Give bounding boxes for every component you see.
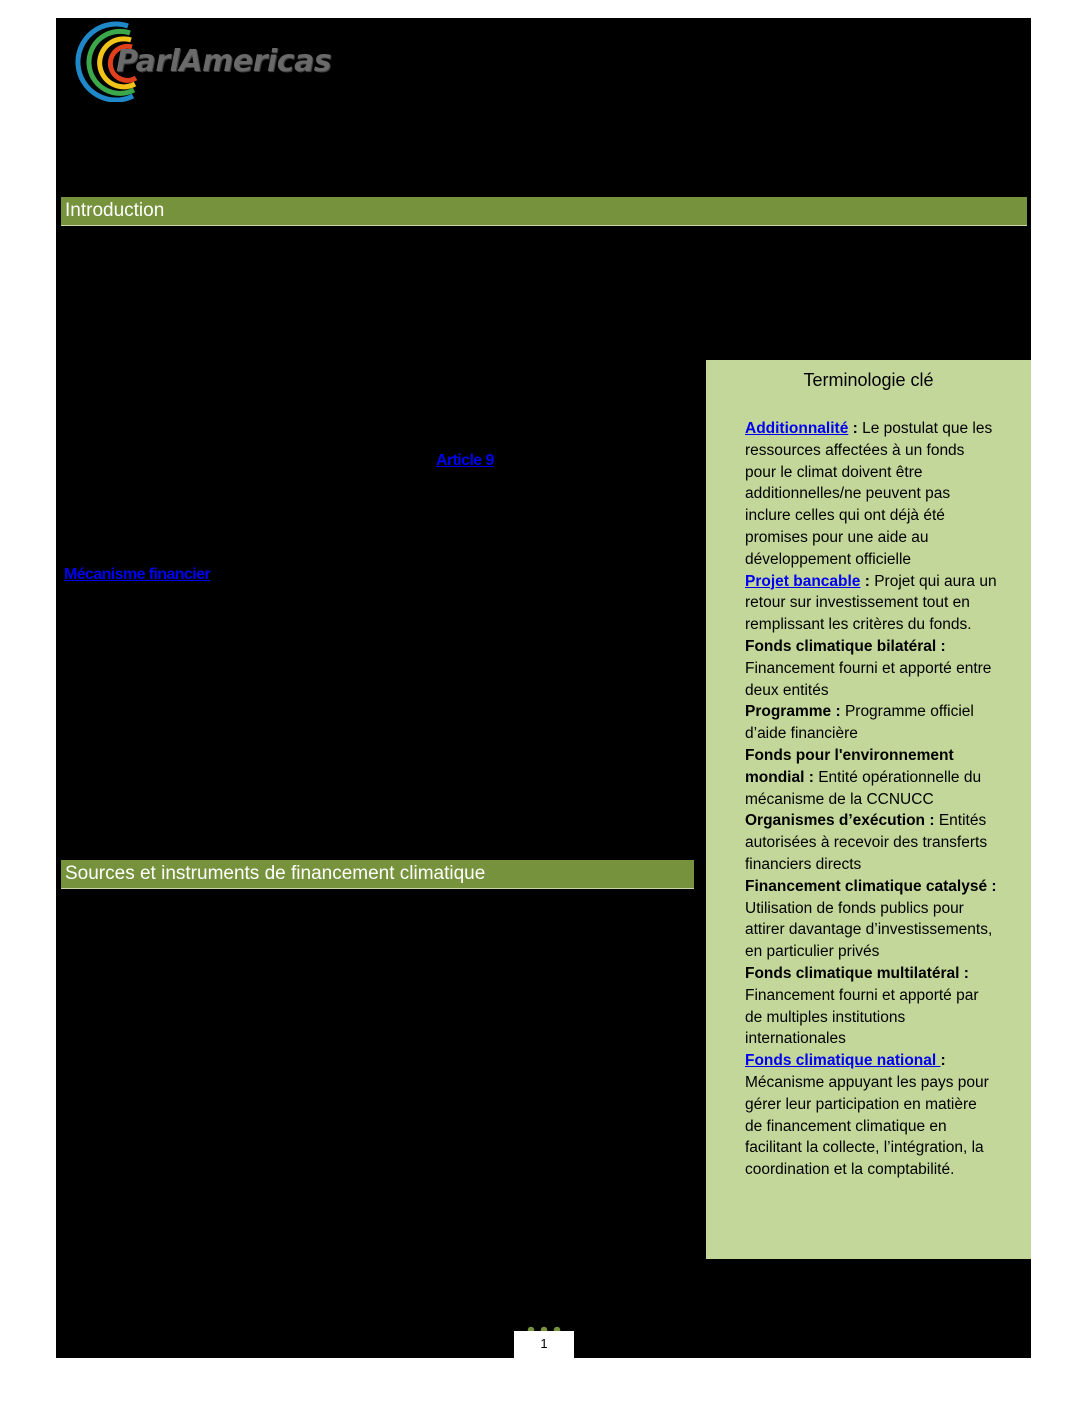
terms-list xyxy=(745,418,997,1181)
term-definition: Projet qui aura un retour sur investissement tout en remplissant les critères du fonds. xyxy=(745,572,997,634)
term-definition: Entités autorisées à recevoir des transferts financiers directs xyxy=(745,812,988,873)
term-definition: Utilisation de fonds publics pour attirer davantage d’investissements, en particulier privés xyxy=(745,899,993,961)
term-name: Organismes d’exécution : xyxy=(745,812,935,830)
term-definition: Entité opérationnelle du mécanisme de la CCNUCC xyxy=(745,768,982,808)
term-definition: Financement fourni et apporté par de multiples institutions internationales xyxy=(745,986,979,1048)
term-definition: Financement fourni et apporté entre deux entités xyxy=(745,659,992,699)
term-entry xyxy=(745,745,997,810)
term-name[interactable]: Additionnalité xyxy=(745,420,849,437)
sidebar-title: Terminologie clé xyxy=(803,370,934,390)
term-entry xyxy=(745,876,997,963)
term-name[interactable]: Projet bancable xyxy=(745,572,861,590)
term-name: Fonds climatique bilatéral : xyxy=(745,637,946,655)
term-definition: Le postulat que les ressources affectées à un fonds pour le climat doivent être additionnelles/ne peuvent pas inclure celles qui ont déjà été promises pour une aide au développement officielle xyxy=(745,420,993,568)
terminology-sidebar xyxy=(706,360,1031,1259)
mecanisme-financier-link[interactable]: Mécanisme financier xyxy=(64,566,210,583)
term-entry xyxy=(745,571,997,636)
term-name: Financement climatique catalysé : xyxy=(745,877,997,895)
term-entry xyxy=(745,810,997,875)
term-separator: : xyxy=(860,572,875,590)
article-9-link[interactable]: Article 9 xyxy=(436,452,494,469)
section-heading-introduction: Introduction xyxy=(61,197,1027,226)
term-separator: : xyxy=(940,1052,946,1070)
term-entry xyxy=(745,418,997,571)
term-entry xyxy=(745,636,997,701)
term-separator: : xyxy=(848,420,863,437)
term-name: Fonds climatique multilatéral : xyxy=(745,964,969,982)
term-definition: Mécanisme appuyant les pays pour gérer leur participation en matière de financement climatique en facilitant la collecte, l’intégration, la coordination et la comptabilité. xyxy=(745,1073,989,1179)
term-entry xyxy=(745,701,997,745)
term-name: Programme : xyxy=(745,703,841,721)
page-number: 1 xyxy=(514,1331,574,1358)
logo-text: ParlAmericas xyxy=(116,44,332,79)
term-entry xyxy=(745,1050,997,1181)
term-name[interactable]: Fonds climatique national xyxy=(745,1052,941,1070)
term-definition: Programme officiel d’aide financière xyxy=(745,703,974,743)
section-heading-sources: Sources et instruments de financement climatique xyxy=(61,860,694,889)
term-entry xyxy=(745,963,997,1050)
term-name: Fonds pour l'environnement mondial : xyxy=(745,746,954,786)
